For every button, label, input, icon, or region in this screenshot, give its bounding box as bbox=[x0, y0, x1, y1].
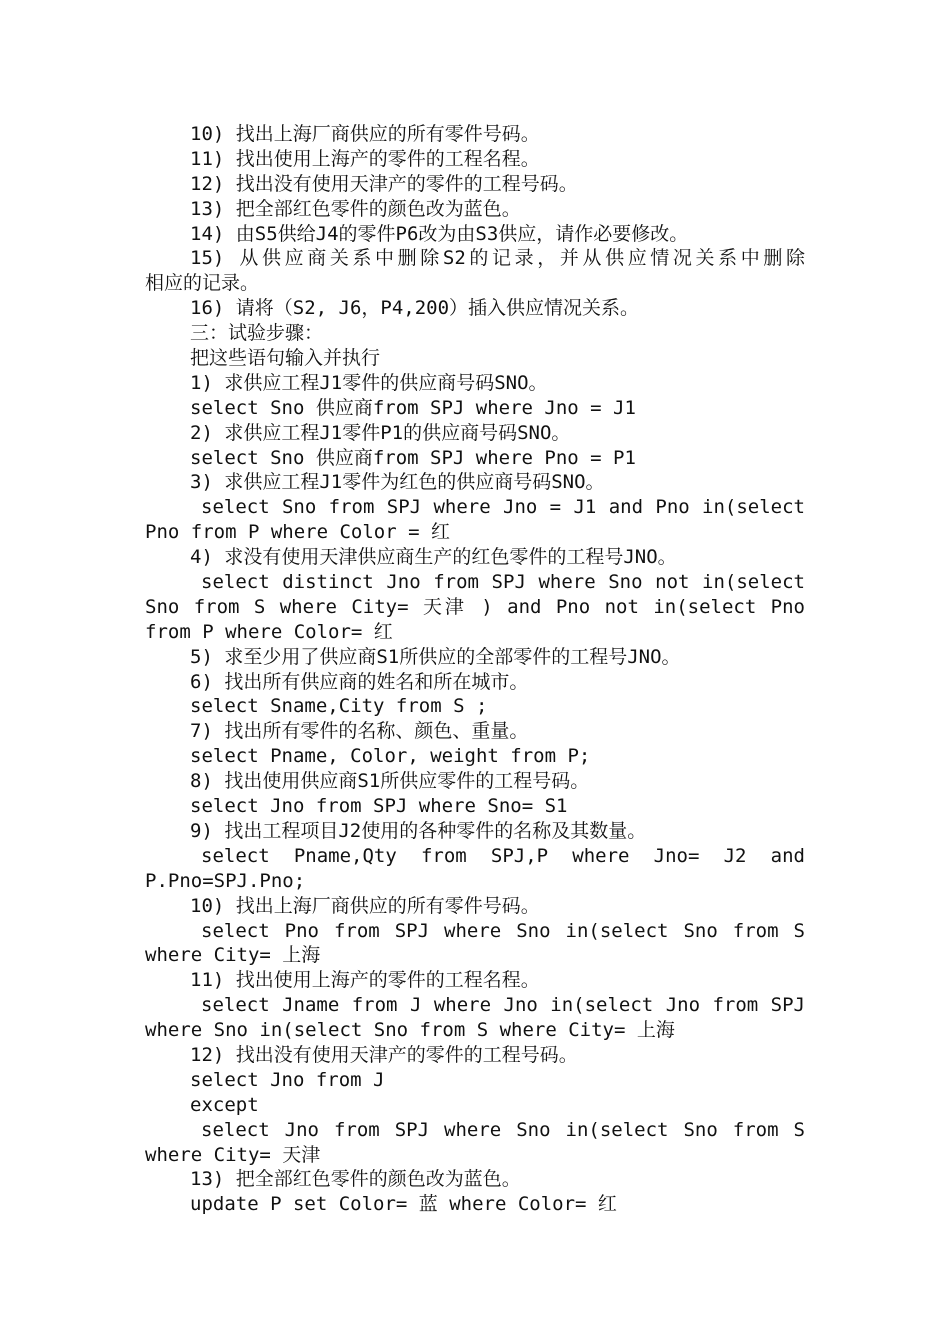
text-line: select Jname from J where Jno in(select Jno from SPJ bbox=[201, 994, 805, 1017]
text-line: where City= 上海 bbox=[145, 944, 321, 967]
text-line: 12) 找出没有使用天津产的零件的工程号码。 bbox=[190, 172, 578, 195]
text-line: 14) 由S5供给J4的零件P6改为由S3供应，请作必要修改。 bbox=[190, 222, 689, 245]
text-line: 2) 求供应工程J1零件P1的供应商号码SNO。 bbox=[190, 421, 571, 444]
text-line: 11) 找出使用上海产的零件的工程名程。 bbox=[190, 969, 540, 992]
text-line: select distinct Jno from SPJ where Sno not in(select bbox=[201, 571, 805, 594]
document-body bbox=[145, 122, 805, 1217]
text-line: 9) 找出工程项目J2使用的各种零件的名称及其数量。 bbox=[190, 819, 647, 842]
text-line: 三：试验步骤： bbox=[190, 322, 324, 345]
text-line: 6) 找出所有供应商的姓名和所在城市。 bbox=[190, 670, 529, 693]
text-line: Sno from S where City= 天津 ) and Pno not in(select Pno bbox=[145, 595, 805, 618]
text-line: select Sno 供应商from SPJ where Jno = J1 bbox=[190, 396, 636, 419]
text-line: 相应的记录。 bbox=[145, 272, 260, 295]
text-line: select Sno 供应商from SPJ where Pno = P1 bbox=[190, 446, 636, 469]
text-line: select Jno from SPJ where Sno in(select Sno from S bbox=[201, 1118, 805, 1141]
text-line: P.Pno=SPJ.Pno; bbox=[145, 869, 306, 892]
text-line: 12) 找出没有使用天津产的零件的工程号码。 bbox=[190, 1043, 578, 1066]
text-line: update P set Color= 蓝 where Color= 红 bbox=[190, 1193, 617, 1216]
text-line: 8) 找出使用供应商S1所供应零件的工程号码。 bbox=[190, 770, 590, 793]
text-line: 3) 求供应工程J1零件为红色的供应商号码SNO。 bbox=[190, 471, 605, 494]
text-line: select Pname,Qty from SPJ,P where Jno= J2 and bbox=[201, 844, 805, 867]
text-line: 11) 找出使用上海产的零件的工程名程。 bbox=[190, 147, 540, 170]
text-line: where Sno in(select Sno from S where City= 上海 bbox=[145, 1019, 675, 1042]
text-line: 5) 求至少用了供应商S1所供应的全部零件的工程号JNO。 bbox=[190, 645, 681, 668]
text-line: 13) 把全部红色零件的颜色改为蓝色。 bbox=[190, 197, 521, 220]
text-line: where City= 天津 bbox=[145, 1143, 321, 1166]
text-line: 1) 求供应工程J1零件的供应商号码SNO。 bbox=[190, 371, 548, 394]
text-line: select Pname, Color, weight from P; bbox=[190, 745, 591, 768]
text-line: 15) 从供应商关系中删除S2的记录，并从供应情况关系中删除 bbox=[190, 247, 805, 270]
text-line: select Sname,City from S ; bbox=[190, 695, 488, 718]
text-line: 16) 请将（S2, J6，P4,200）插入供应情况关系。 bbox=[190, 297, 640, 320]
text-line: except bbox=[190, 1093, 259, 1116]
text-line: 10) 找出上海厂商供应的所有零件号码。 bbox=[190, 123, 540, 145]
text-line: 13) 把全部红色零件的颜色改为蓝色。 bbox=[190, 1168, 521, 1191]
text-line: 10) 找出上海厂商供应的所有零件号码。 bbox=[190, 894, 540, 917]
text-line: select Sno from SPJ where Jno = J1 and Pno in(select bbox=[201, 496, 805, 519]
text-line: 把这些语句输入并执行 bbox=[190, 347, 381, 370]
text-line: select Jno from J bbox=[190, 1068, 385, 1091]
text-line: select Pno from SPJ where Sno in(select Sno from S bbox=[201, 919, 805, 942]
text-line: select Jno from SPJ where Sno= S1 bbox=[190, 795, 568, 818]
text-line: Pno from P where Color = 红 bbox=[145, 521, 450, 544]
text-line: 7) 找出所有零件的名称、颜色、重量。 bbox=[190, 720, 529, 743]
text-line: from P where Color= 红 bbox=[145, 620, 393, 643]
text-line: 4) 求没有使用天津供应商生产的红色零件的工程号JNO。 bbox=[190, 546, 677, 569]
